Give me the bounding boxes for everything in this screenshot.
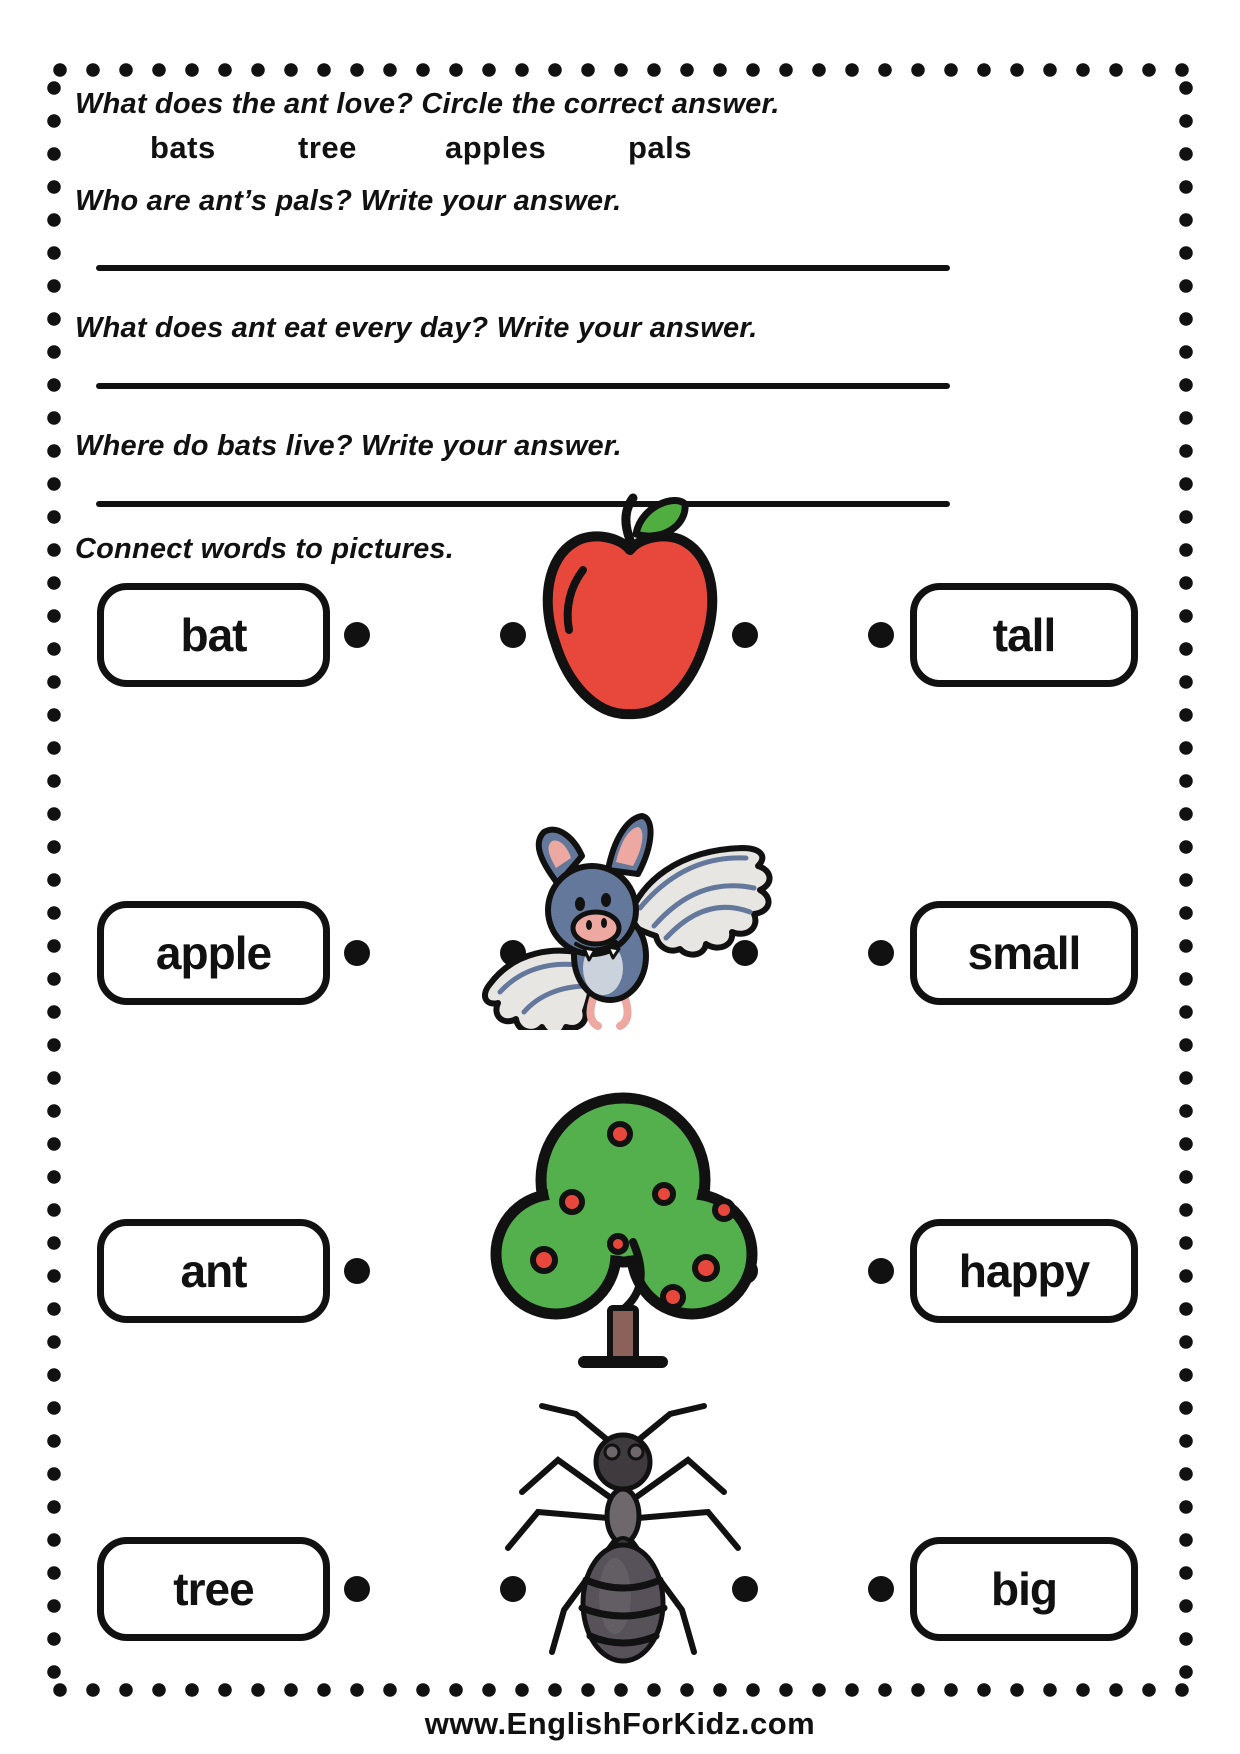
- connector-dot[interactable]: [868, 940, 894, 966]
- bat-nostril: [586, 920, 592, 930]
- tree-picture[interactable]: [468, 1082, 778, 1374]
- footer-url[interactable]: www.EnglishForKidz.com: [424, 1706, 816, 1741]
- word-label: bat: [180, 609, 247, 661]
- word-label: tall: [992, 609, 1056, 661]
- bat-eye-right: [601, 893, 611, 907]
- question-2-text: Who are ant’s pals? Write your answer.: [75, 185, 622, 217]
- page-border-dots-right: [1178, 80, 1194, 1680]
- page-border-dots-bottom: [48, 1682, 1194, 1698]
- bat-picture[interactable]: [442, 798, 782, 1030]
- question-4-text: Where do bats live? Write your answer.: [75, 430, 622, 462]
- question-1-text: What does the ant love? Circle the correct answer.: [75, 88, 780, 120]
- word-label: apple: [155, 927, 272, 979]
- connector-dot[interactable]: [868, 1258, 894, 1284]
- word-box-small[interactable]: [910, 901, 1138, 1005]
- ant-picture[interactable]: [478, 1400, 768, 1666]
- word-box-apple[interactable]: [97, 901, 330, 1005]
- tree-trunk: [610, 1308, 636, 1362]
- word-box-tree[interactable]: [97, 1537, 330, 1641]
- answer-line-1[interactable]: [96, 265, 950, 271]
- ant-abdomen-shine: [599, 1558, 631, 1634]
- connector-dot[interactable]: [344, 622, 370, 648]
- tree-base: [578, 1356, 668, 1368]
- option-pals[interactable]: pals: [628, 130, 693, 165]
- ant-eye-left: [605, 1445, 619, 1459]
- matching-instruction: Connect words to pictures.: [75, 533, 455, 565]
- word-box-tall[interactable]: [910, 583, 1138, 687]
- answer-line-2[interactable]: [96, 383, 950, 389]
- bat-eye-left: [575, 897, 585, 911]
- word-label: small: [967, 927, 1081, 979]
- apple-leaf: [636, 501, 685, 537]
- page-border-dots-top: [48, 62, 1194, 78]
- word-label: happy: [958, 1245, 1090, 1297]
- question-3-text: What does ant eat every day? Write your answer.: [75, 312, 758, 344]
- option-bats[interactable]: bats: [150, 130, 216, 165]
- apple-picture[interactable]: [533, 492, 728, 727]
- option-tree[interactable]: tree: [298, 130, 357, 165]
- ant-thorax: [607, 1489, 639, 1543]
- word-box-bat[interactable]: [97, 583, 330, 687]
- bat-right-wing: [628, 848, 770, 955]
- bat-snout: [573, 912, 619, 944]
- connector-dot[interactable]: [344, 1258, 370, 1284]
- ant-head: [596, 1435, 650, 1489]
- ant-eye-right: [629, 1445, 643, 1459]
- connector-dot[interactable]: [732, 622, 758, 648]
- word-box-ant[interactable]: [97, 1219, 330, 1323]
- word-label: ant: [180, 1245, 247, 1297]
- connector-dot[interactable]: [500, 622, 526, 648]
- apple-stem: [626, 498, 633, 540]
- connector-dot[interactable]: [868, 1576, 894, 1602]
- answer-line-3[interactable]: [96, 501, 950, 507]
- word-box-big[interactable]: [910, 1537, 1138, 1641]
- page-border-dots-left: [46, 80, 62, 1680]
- connector-dot[interactable]: [868, 622, 894, 648]
- apple-body: [548, 536, 713, 714]
- option-apples[interactable]: apples: [445, 130, 547, 165]
- word-box-happy[interactable]: [910, 1219, 1138, 1323]
- word-label: tree: [173, 1563, 254, 1615]
- word-label: big: [991, 1563, 1057, 1615]
- connector-dot[interactable]: [344, 1576, 370, 1602]
- connector-dot[interactable]: [344, 940, 370, 966]
- bat-nostril: [601, 918, 607, 928]
